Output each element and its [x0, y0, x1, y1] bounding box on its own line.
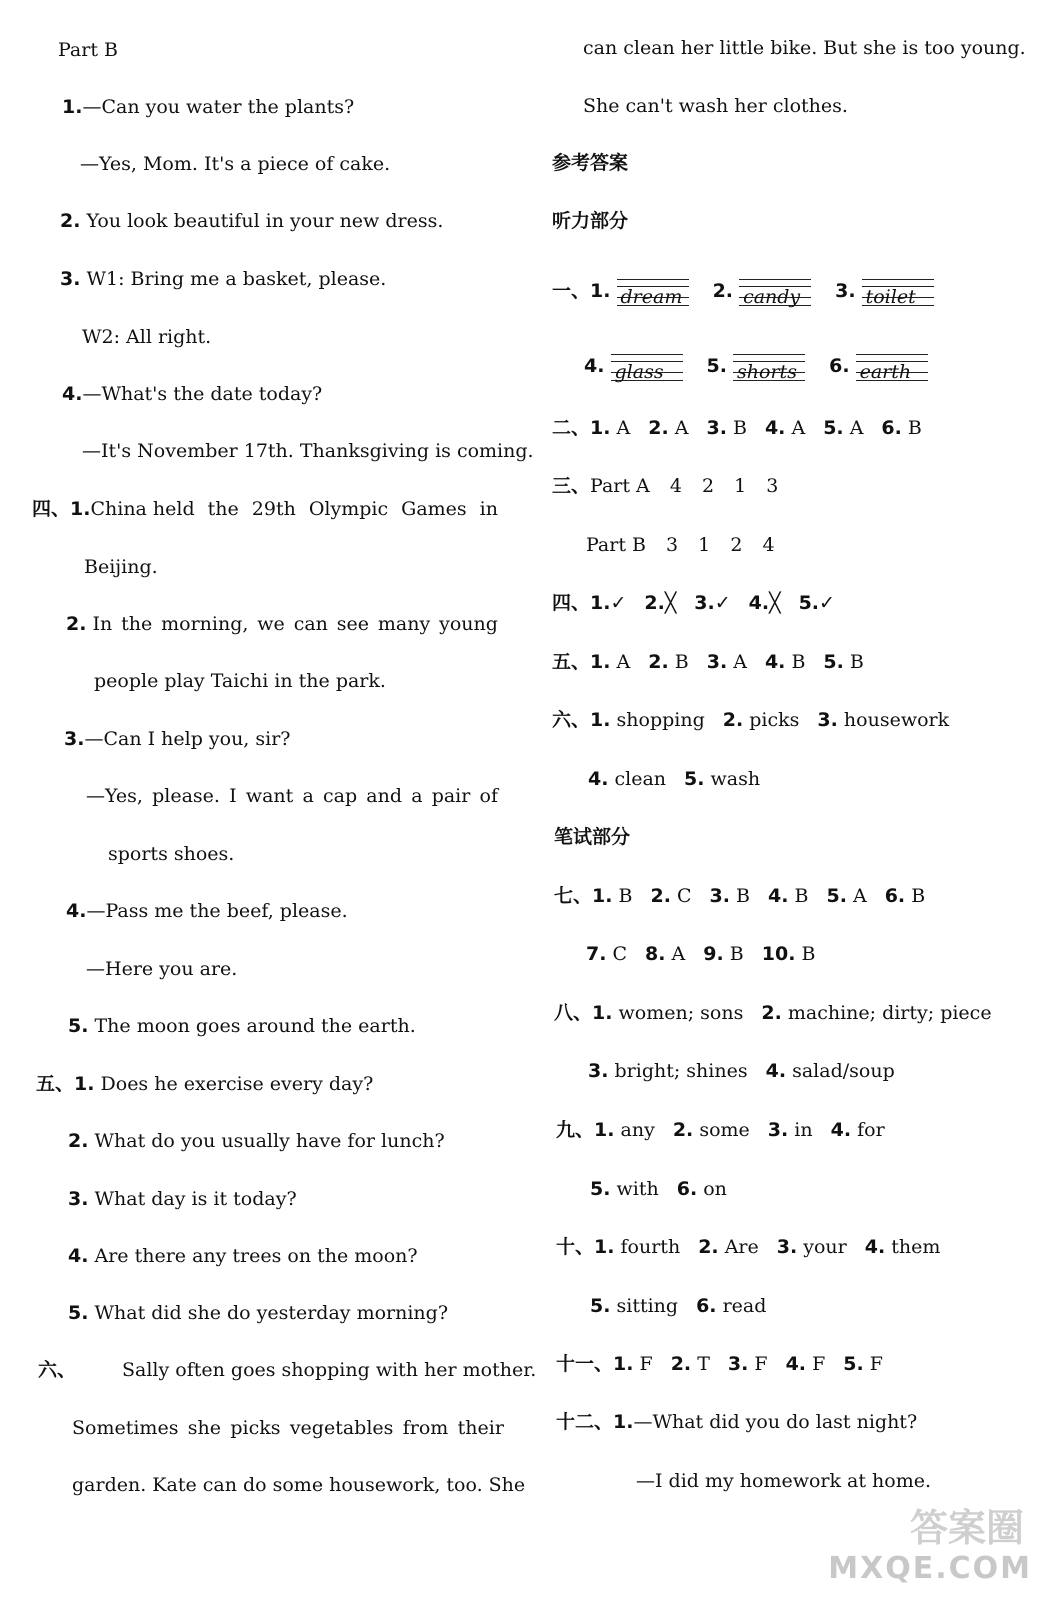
- item-number: 1.: [613, 1411, 634, 1433]
- item-number: 4.: [66, 900, 87, 922]
- word: we: [257, 613, 285, 635]
- item-number: 5.: [706, 355, 727, 377]
- section-4-line-8: [66, 899, 348, 923]
- word: vegetables: [289, 1417, 394, 1439]
- word: cap: [322, 785, 358, 807]
- listening-line: [62, 95, 354, 119]
- item-number: 3.: [835, 280, 856, 302]
- item-number: 1.: [590, 280, 611, 302]
- section-label: 五、: [552, 651, 591, 673]
- item-number: 3.: [60, 268, 81, 290]
- answer-4-row: 四、1.✓ 2.╳ 3.✓ 4.╳ 5.✓: [552, 592, 835, 614]
- line-text: —What did you do last night?: [633, 1411, 918, 1433]
- section-4-line-3: [66, 612, 498, 636]
- word: and: [366, 785, 403, 807]
- line-text: Does he exercise every day?: [100, 1073, 374, 1095]
- listening-line: [60, 209, 443, 233]
- section-label: 十二、: [556, 1411, 614, 1433]
- answer-10-row-2: 5. sitting 6. read: [590, 1295, 767, 1317]
- item-number: 2.: [712, 280, 734, 302]
- answer-7-row-1: 七、1. B 2. C 3. B 4. B 5. A 6. B: [554, 885, 926, 907]
- passage-continued-line-2: She can't wash her clothes.: [583, 95, 848, 117]
- listening-line: —It's November 17th. Thanksgiving is coming.: [82, 440, 534, 462]
- handwriting-answer: [733, 352, 805, 382]
- section-label: 六、: [552, 709, 591, 731]
- answer-9-row-2: 5. with 6. on: [590, 1178, 727, 1200]
- answer-12-row-2: —I did my homework at home.: [636, 1470, 932, 1492]
- word: young: [439, 613, 498, 635]
- word: the: [121, 613, 153, 635]
- line-text: What do you usually have for lunch?: [94, 1130, 445, 1152]
- handwriting-answer: [862, 277, 934, 307]
- word: picks: [230, 1417, 281, 1439]
- watermark-logo: 答案圈: [909, 1506, 1024, 1550]
- word: can: [293, 613, 328, 635]
- answer-6-row-2: 4. clean 5. wash: [588, 768, 761, 790]
- section-label: 五、: [36, 1073, 75, 1095]
- watermark-text: MXQE.COM: [828, 1551, 1032, 1586]
- word: from: [402, 1417, 449, 1439]
- passage-continued-line-1: can clean her little bike. But she is too young.: [583, 37, 1026, 59]
- line-text: You look beautiful in your new dress.: [86, 210, 444, 232]
- answer-9-row-1: 九、1. any 2. some 3. in 4. for: [556, 1119, 885, 1141]
- section-label: 十、: [556, 1236, 595, 1258]
- section-label: 六、: [38, 1359, 77, 1381]
- listening-line: —Yes, Mom. It's a piece of cake.: [80, 153, 391, 175]
- item-number: 4.: [584, 355, 605, 377]
- item-number: 1.: [74, 1073, 95, 1095]
- word: Olympic: [308, 498, 389, 520]
- section-5-line-3: [68, 1187, 297, 1211]
- section-label: 二、: [552, 417, 591, 439]
- section-4-line-6: [86, 784, 498, 808]
- section-label: 三、: [552, 475, 591, 497]
- line-text: What day is it today?: [94, 1188, 297, 1210]
- listening-line: [60, 267, 386, 291]
- answer-11-row: 十一、1. F 2. T 3. F 4. F 5. F: [556, 1353, 883, 1375]
- handwriting-answer: [611, 352, 683, 382]
- answer-word: earth: [859, 361, 912, 383]
- answer-1-row-2: [584, 349, 946, 383]
- section-label: 一、: [552, 280, 591, 302]
- section-4-line-2: Beijing.: [84, 556, 158, 578]
- word: Games: [401, 498, 467, 520]
- section-5-line-5: [68, 1301, 448, 1325]
- part-b-heading: Part B: [58, 39, 118, 61]
- word: many: [377, 613, 431, 635]
- item-number: 2.: [66, 613, 87, 635]
- answer-10-row-1: 十、1. fourth 2. Are 3. your 4. them: [556, 1236, 941, 1258]
- word: pair: [431, 785, 471, 807]
- answers-heading: 参考答案: [552, 152, 629, 174]
- answer-5-row: 五、1. A 2. B 3. A 4. B 5. B: [552, 651, 864, 673]
- section-label: 十一、: [556, 1353, 614, 1375]
- section-4-line-10: [68, 1014, 416, 1038]
- item-number: 6.: [829, 355, 850, 377]
- word: In: [92, 613, 113, 635]
- line-text: —Pass me the beef, please.: [86, 900, 348, 922]
- answer-1-row-1: [552, 274, 952, 308]
- item-number: 2.: [60, 210, 81, 232]
- line-text: —Can I help you, sir?: [84, 728, 291, 750]
- word: I: [229, 785, 237, 807]
- word: want: [245, 785, 294, 807]
- line-text: Are there any trees on the moon?: [94, 1245, 418, 1267]
- item-number: 4.: [68, 1245, 89, 1267]
- line-text: —What's the date today?: [82, 383, 323, 405]
- item-number: 5.: [68, 1302, 89, 1324]
- section-6-line-3: garden. Kate can do some housework, too. She: [72, 1474, 526, 1496]
- line-text: The moon goes around the earth.: [94, 1015, 416, 1037]
- section-label: 七、: [554, 885, 593, 907]
- word: 29th: [251, 498, 296, 520]
- section-label: 四、: [552, 592, 591, 614]
- item-number: 3.: [68, 1188, 89, 1210]
- line-text: Sally often goes shopping with her mother.: [122, 1359, 537, 1381]
- section-5-line-1: [36, 1072, 373, 1096]
- answer-word: candy: [743, 286, 801, 308]
- section-6-line-2: [72, 1416, 504, 1440]
- word: see: [336, 613, 370, 635]
- answer-2-row: 二、1. A 2. A 3. B 4. A 5. A 6. B: [552, 417, 922, 439]
- section-label: 四、: [32, 498, 71, 520]
- word: she: [187, 1417, 222, 1439]
- word: the: [207, 498, 239, 520]
- section-6-line-1: [38, 1358, 536, 1382]
- item-number: 5.: [68, 1015, 89, 1037]
- answer-word: toilet: [865, 286, 916, 308]
- part-b-label: Part B: [586, 534, 646, 556]
- writing-heading: 笔试部分: [554, 826, 631, 848]
- listening-line: [62, 382, 322, 406]
- item-number: 4.: [62, 383, 83, 405]
- item-number: 2.: [68, 1130, 89, 1152]
- answer-6-row-1: 六、1. shopping 2. picks 3. housework: [552, 709, 950, 731]
- answer-word: dream: [620, 286, 683, 308]
- word: morning,: [161, 613, 249, 635]
- handwriting-answer: [739, 277, 811, 307]
- word: in: [479, 498, 498, 520]
- line-text: W1: Bring me a basket, please.: [86, 268, 387, 290]
- section-5-line-4: [68, 1244, 418, 1268]
- handwriting-answer: [856, 352, 928, 382]
- answer-3-row-2: Part B 3 1 2 4: [586, 534, 775, 556]
- section-4-line-9: —Here you are.: [86, 958, 238, 980]
- section-5-line-2: [68, 1129, 445, 1153]
- word: Sometimes: [72, 1417, 179, 1439]
- item-number: 3.: [64, 728, 85, 750]
- handwriting-answer: [617, 277, 689, 307]
- item-number: 1.: [70, 498, 91, 520]
- section-4-line-7: sports shoes.: [108, 843, 235, 865]
- line-text: —Can you water the plants?: [82, 96, 355, 118]
- answer-3-row-1: 三、Part A 4 2 1 3: [552, 475, 779, 497]
- word: a: [411, 785, 423, 807]
- listening-heading: 听力部分: [552, 210, 629, 232]
- answer-word: shorts: [737, 361, 797, 383]
- word: —Yes,: [86, 785, 143, 807]
- answer-8-row-2: 3. bright; shines 4. salad/soup: [588, 1060, 895, 1082]
- answer-word: glass: [614, 361, 664, 383]
- word: of: [479, 785, 498, 807]
- word: please.: [152, 785, 220, 807]
- section-label: 九、: [556, 1119, 595, 1141]
- answer-7-row-2: 7. C 8. A 9. B 10. B: [586, 943, 816, 965]
- section-4-line-1: [32, 497, 498, 521]
- answer-12-row-1: [556, 1410, 917, 1434]
- line-text: What did she do yesterday morning?: [94, 1302, 449, 1324]
- word: their: [457, 1417, 504, 1439]
- part-a-label: Part A: [590, 475, 650, 497]
- section-4-line-5: [64, 727, 290, 751]
- answer-8-row-1: 八、1. women; sons 2. machine; dirty; piece: [554, 1002, 992, 1024]
- listening-line: W2: All right.: [82, 326, 212, 348]
- section-label: 八、: [554, 1002, 593, 1024]
- item-number: 1.: [62, 96, 83, 118]
- word: a: [302, 785, 314, 807]
- section-4-line-4: people play Taichi in the park.: [94, 670, 386, 692]
- word: China held: [90, 498, 195, 520]
